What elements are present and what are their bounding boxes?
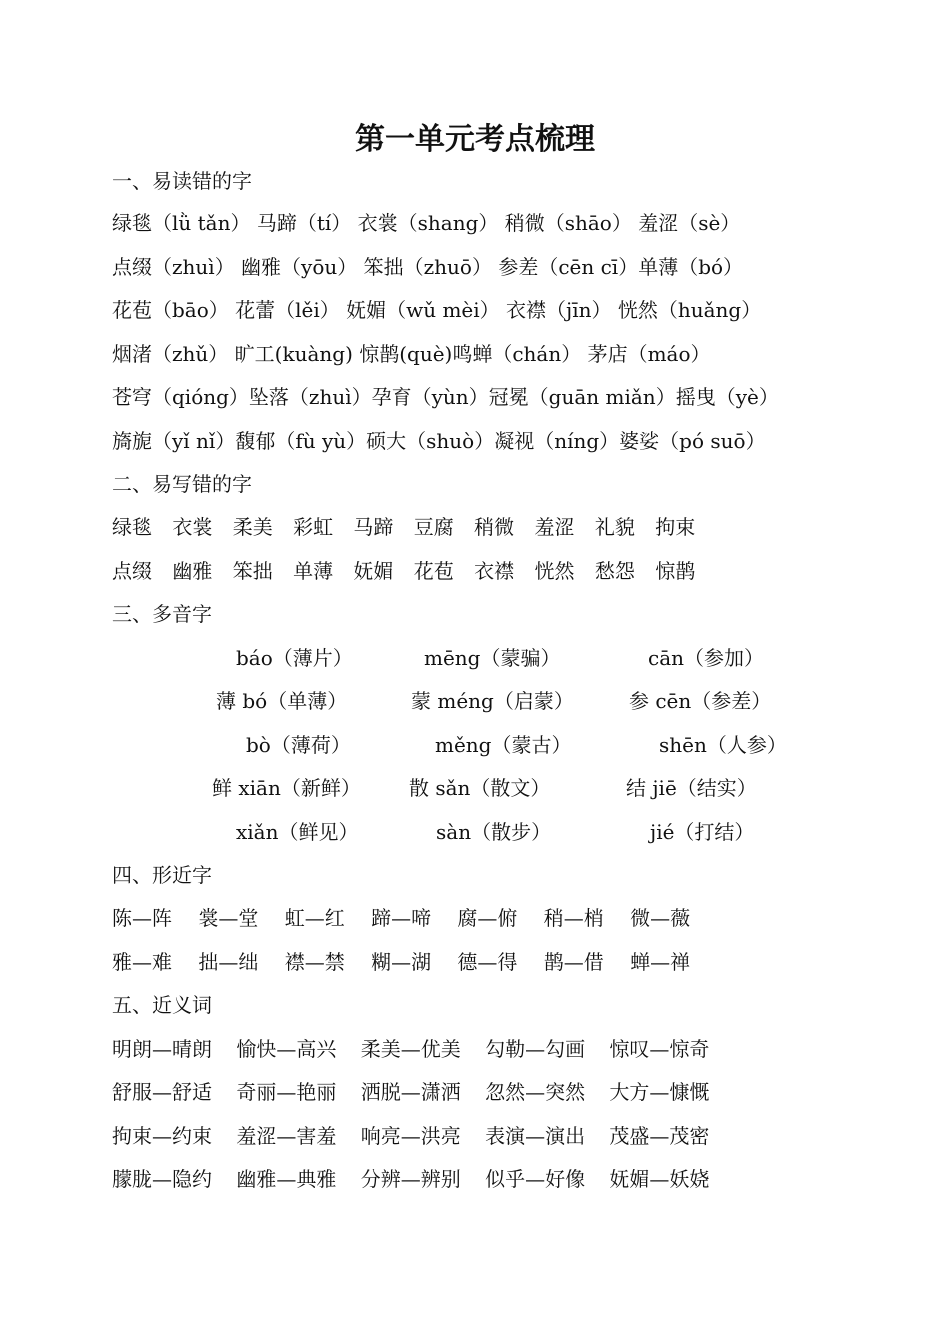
text-line: 舒服—舒适 奇丽—艳丽 洒脱—潇洒 忽然—突然 大方—慷慨 [112,1080,710,1104]
text-line: 陈—阵 裳—堂 虹—红 蹄—啼 腐—俯 稍—梢 微—薇 [112,906,691,930]
text-line: 烟渚（zhǔ） 旷工(kuàng) 惊鹊(què)鸣蝉（chán） 茅店（máo） [112,342,711,366]
text-line: 绿毯 衣裳 柔美 彩虹 马蹄 豆腐 稍微 羞涩 礼貌 拘束 [112,515,696,539]
polyphonic-entry: jié（打结） [650,820,755,844]
polyphonic-entry: 散 sǎn（散文） [409,776,551,800]
polyphonic-entry: 结 jiē（结实） [626,776,757,800]
section-heading-polyphonic: 三、多音字 [112,602,212,626]
text-line: 朦胧—隐约 幽雅—典雅 分辨—辨别 似乎—好像 妩媚—妖娆 [112,1167,710,1191]
section-heading-synonyms: 五、近义词 [112,993,212,1017]
polyphonic-row [0,643,950,673]
section-heading-easy-miswrite: 二、易写错的字 [112,472,252,496]
polyphonic-entry: 鲜 xiān（新鲜） [212,776,361,800]
text-line: 苍穹（qióng）坠落（zhuì）孕育（yùn）冠冕（guān miǎn）摇曳（yè） [112,385,779,409]
text-line: 点缀 幽雅 笨拙 单薄 妩媚 花苞 衣襟 恍然 愁怨 惊鹊 [112,559,696,583]
text-line: 点缀（zhuì） 幽雅（yōu） 笨拙（zhuō） 参差（cēn cī）单薄（bó） [112,255,744,279]
page-title: 第一单元考点梳理 [355,122,595,157]
polyphonic-row [0,773,950,803]
polyphonic-entry: cān（参加） [648,646,765,670]
text-line: 明朗—晴朗 愉快—高兴 柔美—优美 勾勒—勾画 惊叹—惊奇 [112,1037,710,1061]
polyphonic-entry: 参 cēn（参差） [629,689,772,713]
section-heading-easy-misread: 一、易读错的字 [112,169,252,193]
text-line: 绿毯（lǜ tǎn） 马蹄（tí） 衣裳（shang） 稍微（shāo） 羞涩（sè） [112,211,741,235]
polyphonic-entry: xiǎn（鲜见） [236,820,359,844]
polyphonic-row [0,730,950,760]
polyphonic-entry: 蒙 méng（启蒙） [411,689,574,713]
polyphonic-entry: sàn（散步） [436,820,552,844]
polyphonic-entry: mēng（蒙骗） [424,646,561,670]
polyphonic-entry: bò（薄荷） [246,733,351,757]
polyphonic-row [0,817,950,847]
section-heading-similar-chars: 四、形近字 [112,863,212,887]
text-line: 旖旎（yǐ nǐ）馥郁（fù yù）硕大（shuò）凝视（níng）婆娑（pó suō） [112,429,766,453]
text-line: 拘束—约束 羞涩—害羞 响亮—洪亮 表演—演出 茂盛—茂密 [112,1124,710,1148]
text-line: 花苞（bāo） 花蕾（lěi） 妩媚（wǔ mèi） 衣襟（jīn） 恍然（huǎng） [112,298,762,322]
polyphonic-entry: měng（蒙古） [435,733,572,757]
polyphonic-entry: 薄 bó（单薄） [216,689,348,713]
polyphonic-row [0,686,950,716]
text-line: 雅—难 拙—绌 襟—禁 糊—湖 德—得 鹊—借 蝉—禅 [112,950,691,974]
polyphonic-entry: shēn（人参） [659,733,787,757]
polyphonic-entry: báo（薄片） [236,646,353,670]
